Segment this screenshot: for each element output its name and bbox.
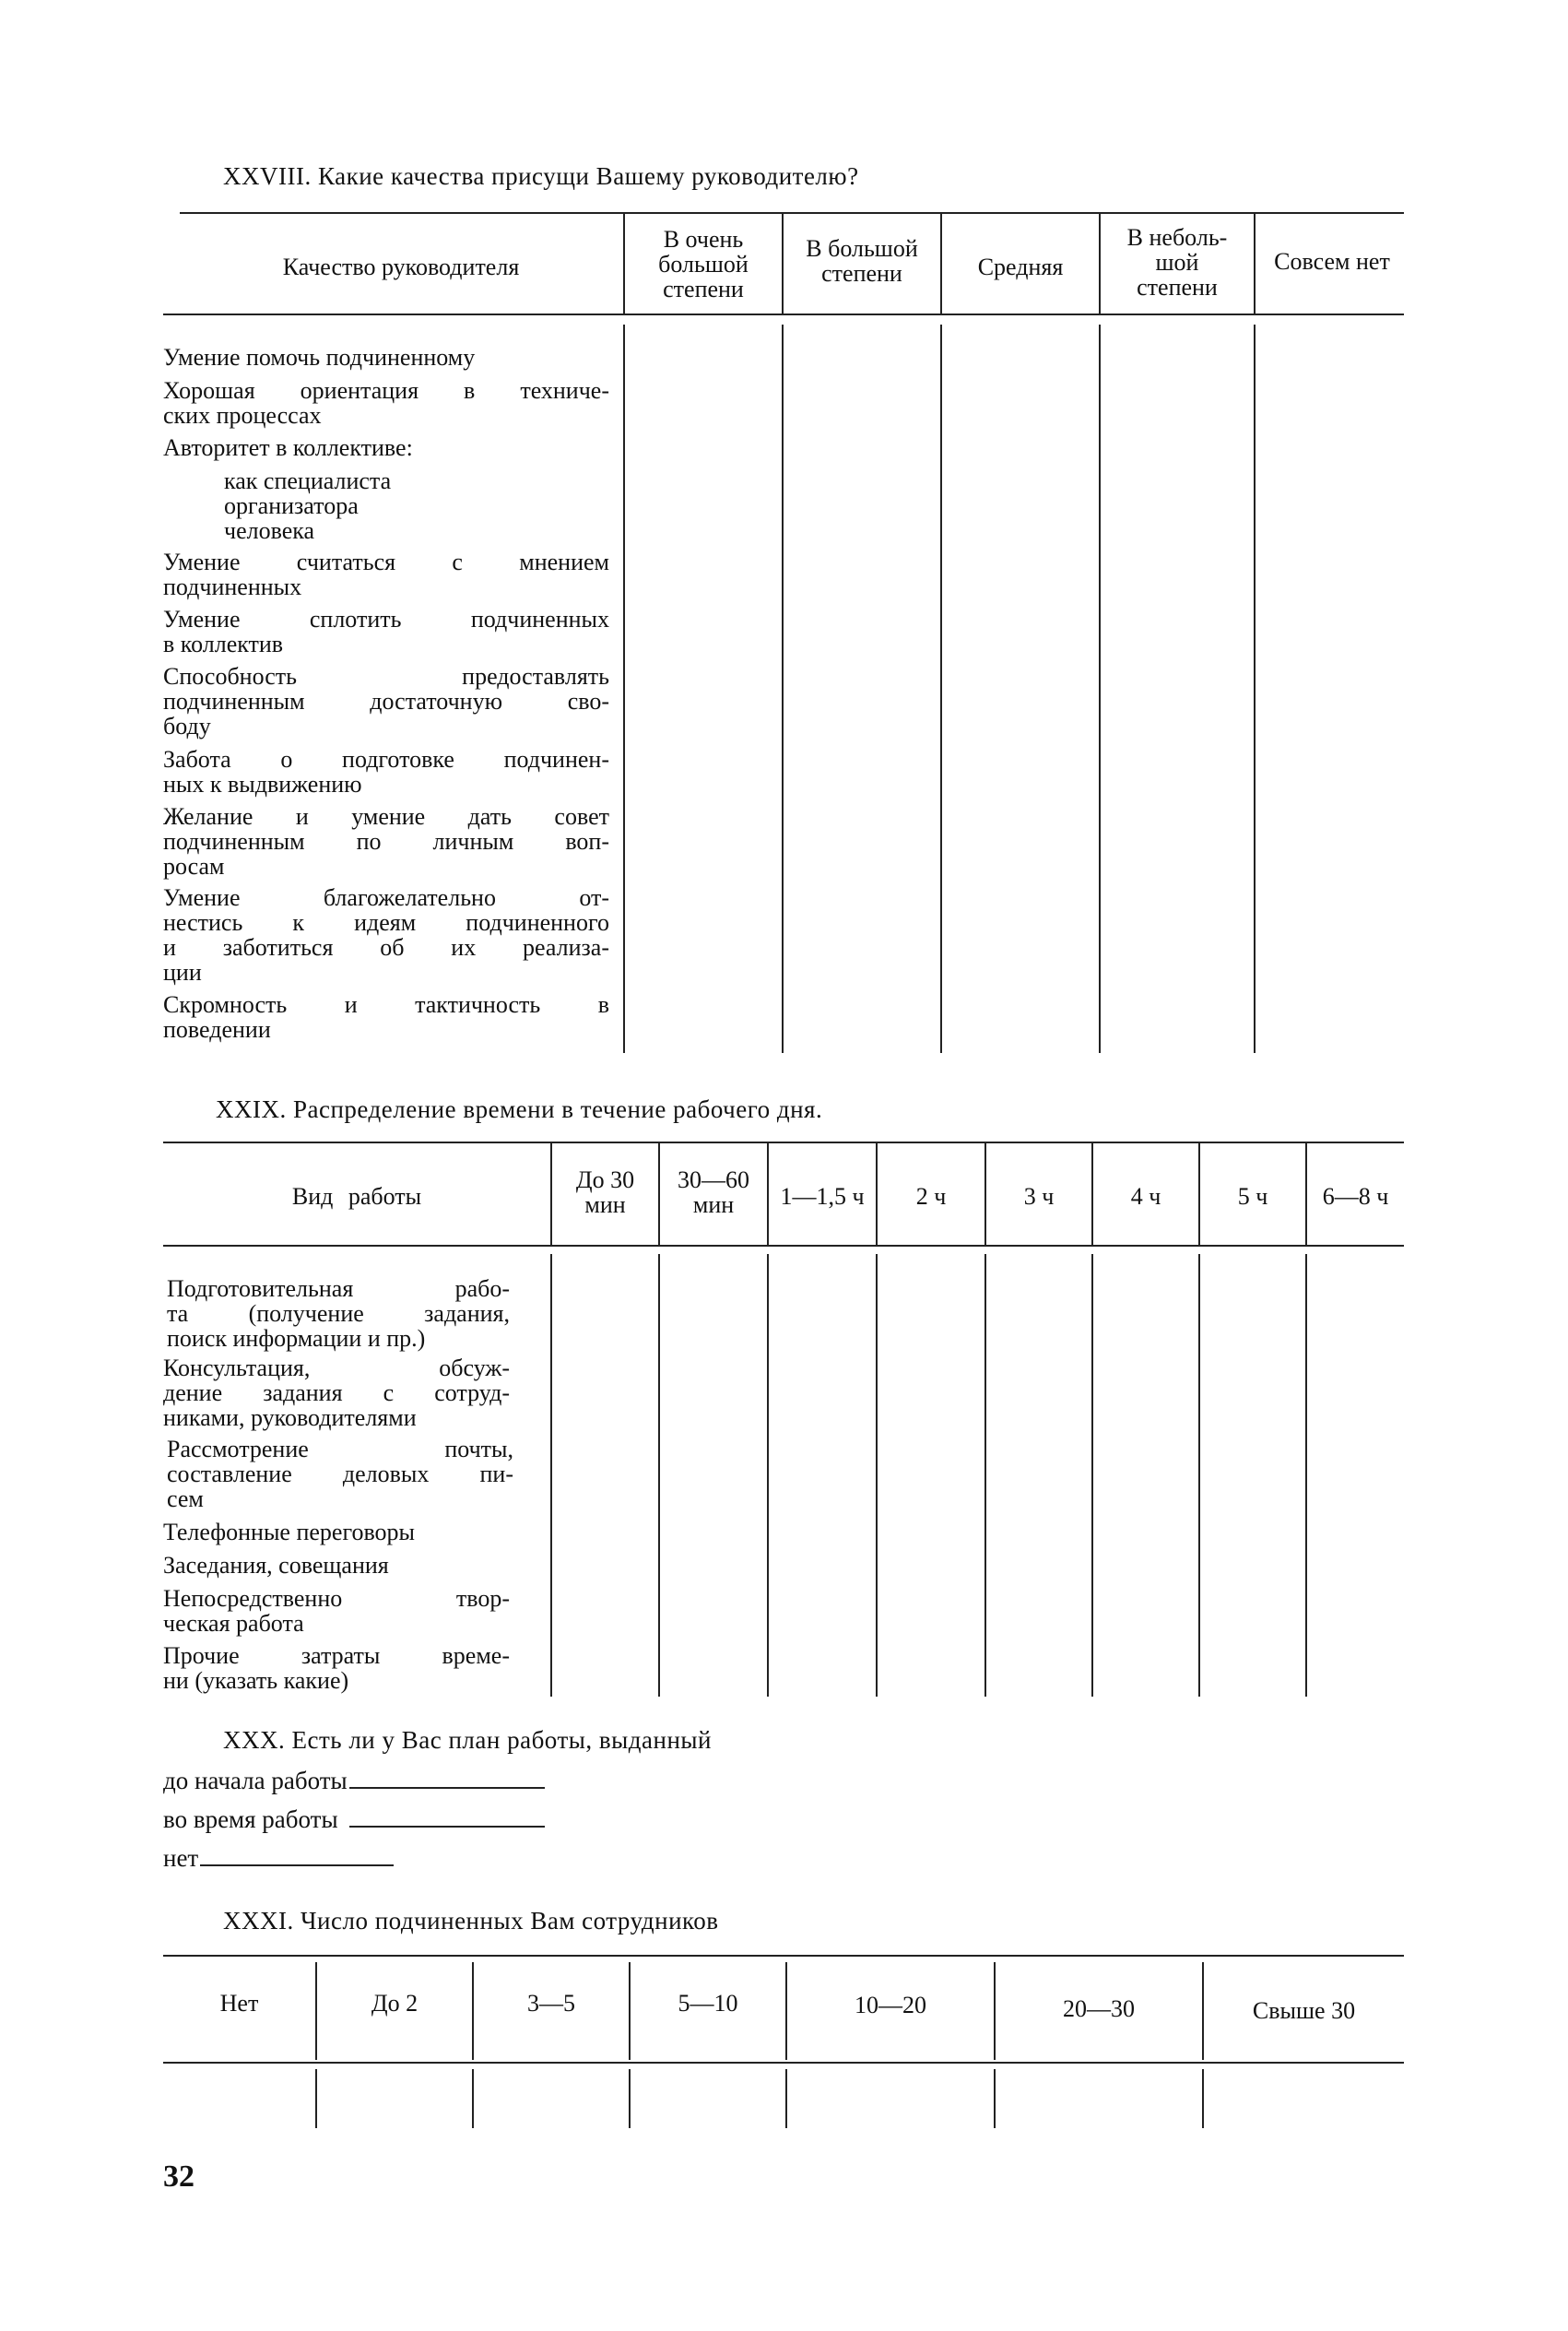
q31-col-up-to-2: До 2 bbox=[371, 1990, 419, 2017]
q29-header-top-rule bbox=[163, 1142, 1404, 1143]
q28-row-label: Способность предоставлять подчиненным достаточную сво- боду bbox=[163, 663, 609, 740]
q29-answer-col-line bbox=[1198, 1254, 1200, 1697]
q29-header-c7: 5 ч bbox=[1237, 1183, 1268, 1210]
q29-title: XXIX. Распределение времени в течение рабочего дня. bbox=[216, 1095, 823, 1123]
q31-col-5-10: 5—10 bbox=[678, 1990, 738, 2017]
q29-header-c3: 1—1,5 ч bbox=[780, 1183, 865, 1210]
page-number: 32 bbox=[163, 2159, 195, 2194]
q29-answer-col-line bbox=[658, 1254, 660, 1697]
q28-row-label: Авторитет в коллективе: bbox=[163, 434, 413, 461]
q30-option-during[interactable]: во время работы bbox=[163, 1805, 545, 1834]
q28-row-label: Умение считаться с мнением подчиненных bbox=[163, 549, 609, 600]
q29-answer-col-line bbox=[1305, 1254, 1307, 1697]
q28-answer-col-line bbox=[782, 325, 784, 1053]
answer-blank-line[interactable] bbox=[349, 1825, 545, 1828]
q28-header-low: В неболь- шой степени bbox=[1126, 224, 1228, 301]
q29-row-label: Рассмотрение почты, составление деловых пи- сем bbox=[167, 1436, 513, 1512]
q28-header-very-high: В очень большой степени bbox=[658, 226, 749, 302]
q28-title: XXVIII. Какие качества присущи Вашему руководителю? bbox=[223, 162, 859, 190]
q29-header-c5: 3 ч bbox=[1023, 1183, 1055, 1210]
q30-title: XXX. Есть ли у Вас план работы, выданный bbox=[223, 1726, 712, 1754]
q31-answer-col-line bbox=[994, 2069, 996, 2128]
q28-row-label: Умение помочь подчиненному bbox=[163, 344, 476, 371]
q29-header-c6: 4 ч bbox=[1130, 1183, 1161, 1210]
q28-header-quality: Качество руководителя bbox=[282, 254, 520, 280]
q31-col-20-30: 20—30 bbox=[1063, 1995, 1135, 2022]
q29-answer-col-line bbox=[984, 1254, 986, 1697]
q29-header-c1: До 30 мин bbox=[575, 1166, 635, 1218]
q28-answer-col-line bbox=[940, 325, 942, 1053]
q28-header-top-rule bbox=[180, 212, 1404, 214]
q29-row-label: Подготовительная рабо- та (получение задания, поиск информации и пр.) bbox=[167, 1275, 510, 1352]
q31-header-bottom-rule bbox=[163, 2062, 1404, 2064]
q28-row-label: Скромность и тактичность в поведении bbox=[163, 991, 609, 1043]
q30-option-before-start[interactable]: до начала работы bbox=[163, 1767, 545, 1795]
q31-col-none: Нет bbox=[219, 1990, 259, 2017]
q31-col-over-30: Свыше 30 bbox=[1252, 1997, 1356, 2024]
q28-answer-col-line bbox=[1099, 325, 1101, 1053]
q31-answer-col-line bbox=[1202, 2069, 1204, 2128]
q31-title: XXXI. Число подчиненных Вам сотрудников bbox=[223, 1907, 719, 1935]
q29-answer-col-line bbox=[767, 1254, 769, 1697]
q28-answer-col-line bbox=[1254, 325, 1256, 1053]
q29-header-c8: 6—8 ч bbox=[1322, 1183, 1389, 1210]
answer-blank-line[interactable] bbox=[200, 1864, 394, 1866]
q31-col-10-20: 10—20 bbox=[855, 1992, 926, 2018]
q31-col-3-5: 3—5 bbox=[527, 1990, 575, 2017]
q29-row-label: Консультация, обсуж- дение задания с сотруд- никами, руководителями bbox=[163, 1355, 510, 1431]
q28-row-label: Умение сплотить подчиненных в коллектив bbox=[163, 606, 609, 657]
q29-header-bottom-rule bbox=[163, 1245, 1404, 1247]
q28-answer-col-line bbox=[623, 325, 625, 1053]
q28-header-bottom-rule bbox=[163, 314, 1404, 315]
q28-row-sublabel: как специалиста организатора человека bbox=[224, 467, 392, 544]
q28-header-none: Совсем нет bbox=[1274, 248, 1390, 275]
q31-answer-col-line bbox=[315, 2069, 317, 2128]
q28-header-medium: Средняя bbox=[977, 254, 1064, 280]
q31-header-top-rule bbox=[163, 1955, 1404, 1957]
q29-header-c4: 2 ч bbox=[915, 1183, 947, 1210]
q29-answer-col-line bbox=[550, 1254, 552, 1697]
answer-blank-line[interactable] bbox=[349, 1786, 545, 1789]
q29-row-label: Телефонные переговоры bbox=[163, 1519, 416, 1545]
q29-row-label: Заседания, совещания bbox=[163, 1552, 389, 1579]
q30-option-no[interactable]: нет bbox=[163, 1844, 394, 1873]
q29-answer-col-line bbox=[1091, 1254, 1093, 1697]
q29-row-label: Непосредственно твор- ческая работа bbox=[163, 1585, 510, 1637]
q28-row-label: Хорошая ориентация в техниче- ских процессах bbox=[163, 377, 609, 429]
q31-answer-col-line bbox=[785, 2069, 787, 2128]
q29-header-c2: 30—60 мин bbox=[678, 1166, 749, 1218]
q31-answer-col-line bbox=[472, 2069, 474, 2128]
q31-answer-col-line bbox=[629, 2069, 631, 2128]
q28-row-label: Умение благожелательно от- нестись к идеям подчиненного и заботиться об их реализа- ции bbox=[163, 884, 609, 986]
q29-row-label: Прочие затраты време- ни (указать какие) bbox=[163, 1642, 510, 1694]
q29-answer-col-line bbox=[876, 1254, 878, 1697]
q28-row-label: Желание и умение дать совет подчиненным по личным воп- росам bbox=[163, 803, 609, 880]
q29-header-work-type: Вид работы bbox=[291, 1183, 422, 1210]
q28-header-high: В большой степени bbox=[806, 235, 918, 287]
q28-row-label: Забота о подготовке подчинен- ных к выдвижению bbox=[163, 746, 609, 798]
